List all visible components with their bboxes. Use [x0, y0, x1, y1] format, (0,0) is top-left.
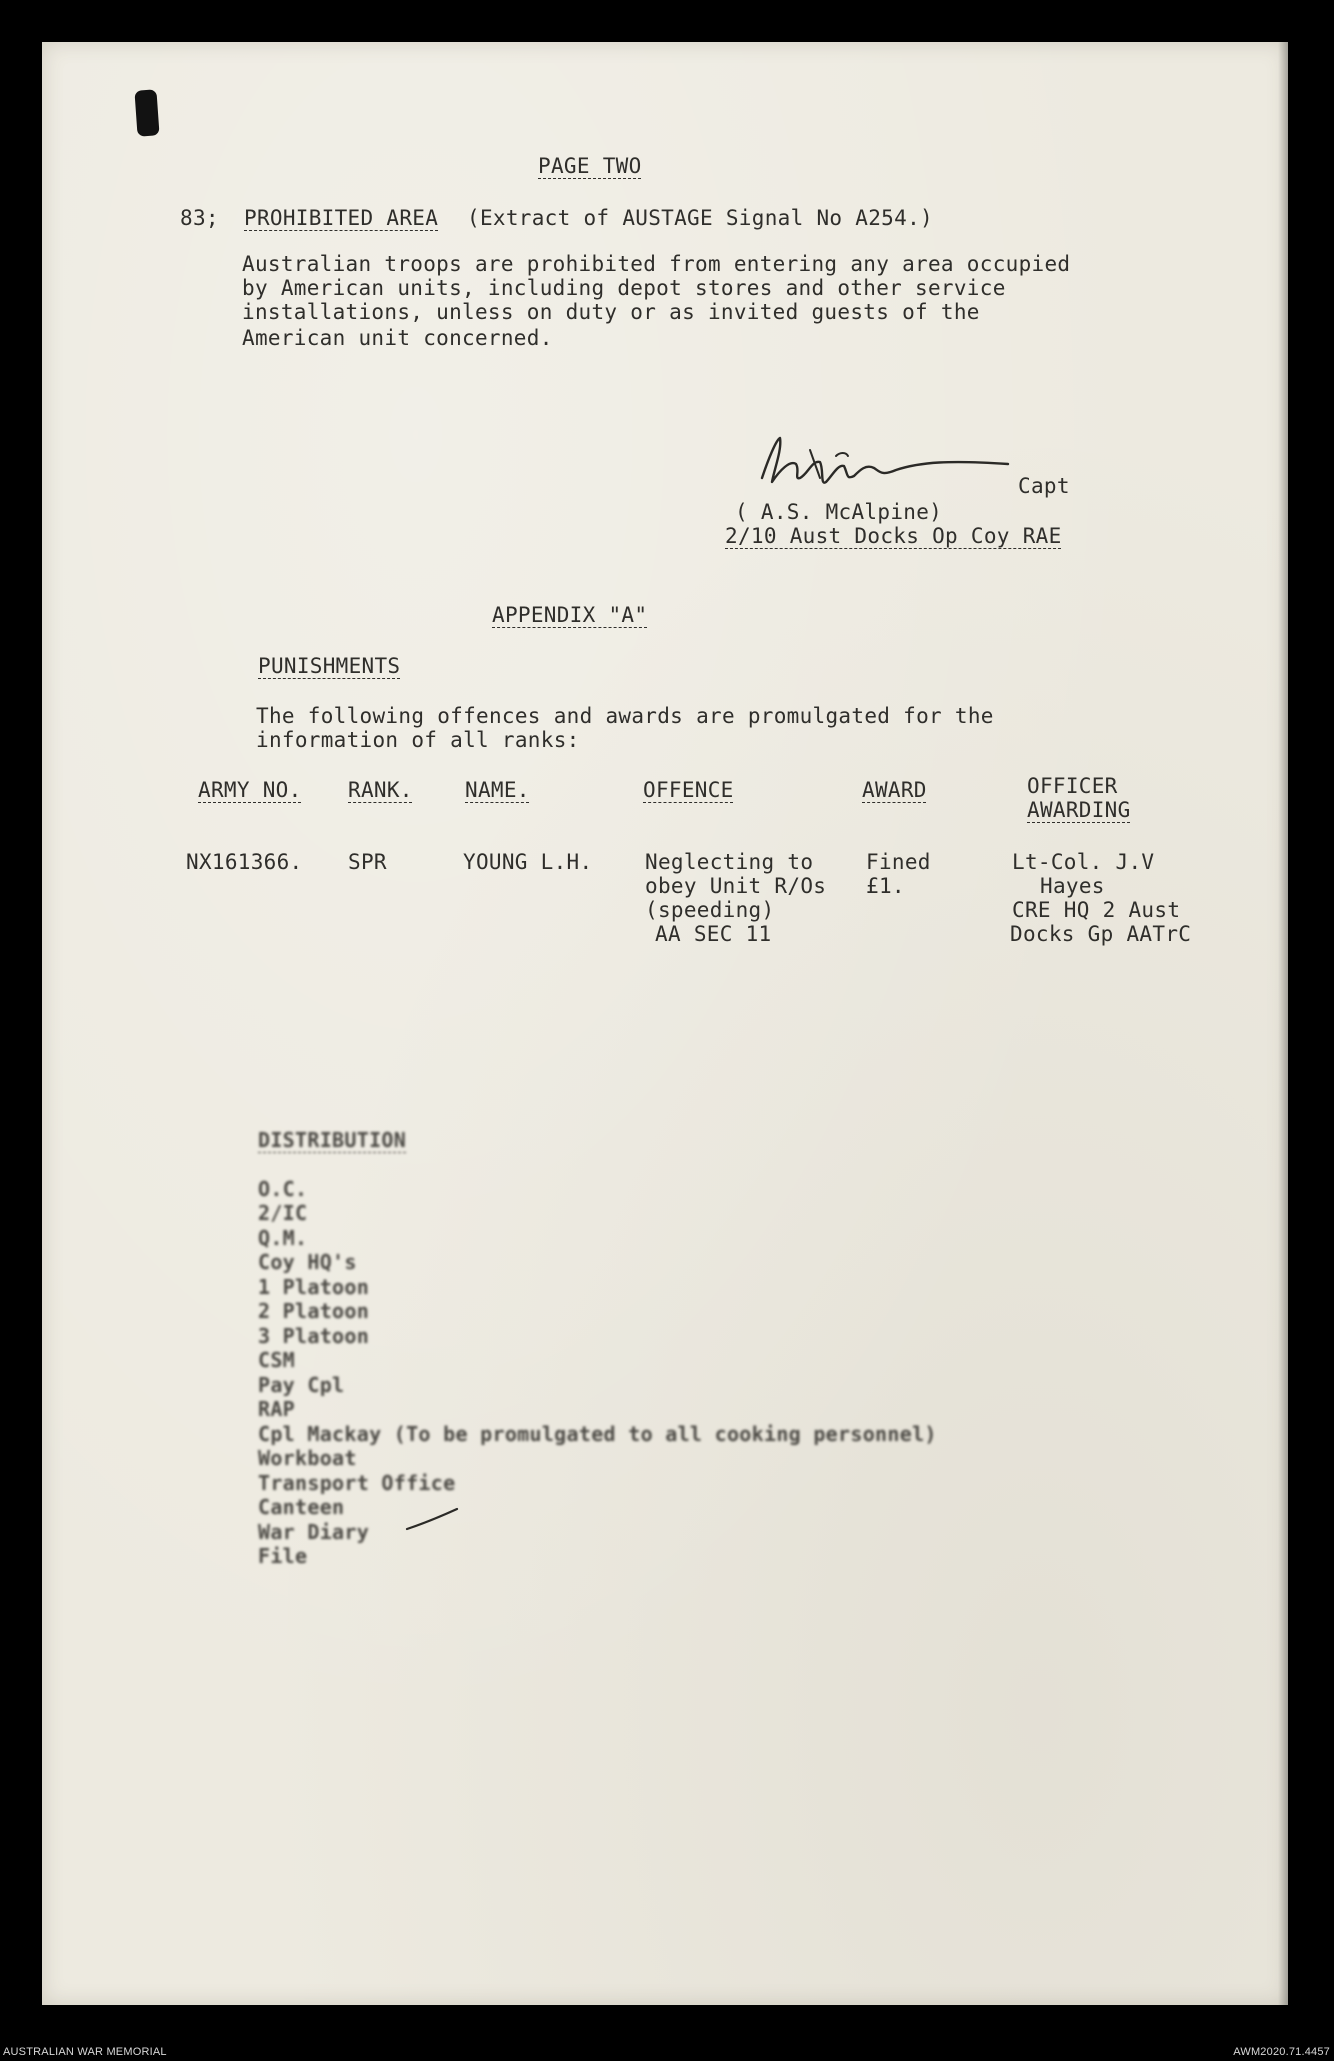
distribution-item: Pay Cpl: [258, 1373, 345, 1397]
distribution-item: Transport Office: [258, 1471, 456, 1495]
appendix-title: APPENDIX "A": [492, 603, 648, 627]
distribution-item: Cpl Mackay (To be promulgated to all cooking personnel): [258, 1422, 937, 1446]
distribution-item: CSM: [258, 1348, 296, 1372]
section-extract: (Extract of AUSTAGE Signal No A254.): [467, 206, 933, 230]
column-header-offence: OFFENCE: [643, 778, 734, 802]
distribution-item: 1 Platoon: [258, 1275, 370, 1299]
distribution-item: 2/IC: [258, 1201, 308, 1225]
row-offence-line: obey Unit R/Os: [645, 874, 827, 898]
row-officer-line: Docks Gp AATrC: [1010, 922, 1192, 946]
section-body-line: Australian troops are prohibited from entering any area occupied: [242, 252, 1071, 276]
distribution-item: War Diary: [258, 1520, 370, 1544]
row-rank: SPR: [348, 850, 387, 874]
punch-hole: [134, 89, 159, 136]
signature-rank: Capt: [1018, 474, 1070, 498]
row-officer-line: Lt-Col. J.V: [1012, 850, 1155, 874]
row-army-no: NX161366.: [186, 850, 303, 874]
page-title: PAGE TWO: [538, 154, 642, 178]
distribution-item: 2 Platoon: [258, 1299, 370, 1323]
row-officer-line: Hayes: [1040, 874, 1105, 898]
row-offence-line: (speeding): [645, 898, 775, 922]
section-heading: PROHIBITED AREA: [244, 206, 439, 230]
distribution-heading: DISTRIBUTION: [258, 1128, 407, 1152]
appendix-intro-line: information of all ranks:: [256, 728, 580, 752]
distribution-item: Canteen: [258, 1495, 345, 1519]
column-header-officer-awarding: AWARDING: [1027, 798, 1131, 822]
distribution-item: O.C.: [258, 1177, 308, 1201]
row-award-line: £1.: [866, 874, 905, 898]
column-header-award: AWARD: [862, 778, 927, 802]
footer-credit: AUSTRALIAN WAR MEMORIAL: [3, 2046, 167, 2058]
row-offence-line: AA SEC 11: [655, 922, 772, 946]
section-body-line: by American units, including depot stores and other service: [242, 276, 1006, 300]
row-offence-line: Neglecting to: [645, 850, 814, 874]
document-page: [42, 42, 1288, 2005]
row-officer-line: CRE HQ 2 Aust: [1012, 898, 1181, 922]
row-name: YOUNG L.H.: [463, 850, 593, 874]
distribution-item: Coy HQ's: [258, 1250, 357, 1274]
column-header-rank: RANK.: [348, 778, 413, 802]
distribution-item: Q.M.: [258, 1226, 308, 1250]
column-header-officer: OFFICER: [1027, 774, 1118, 798]
appendix-intro-line: The following offences and awards are promulgated for the: [256, 704, 994, 728]
section-body-line: American unit concerned.: [242, 326, 553, 350]
distribution-item: File: [258, 1544, 308, 1568]
section-number: 83;: [180, 206, 219, 230]
section-body-line: installations, unless on duty or as invited guests of the: [242, 300, 980, 324]
footer-reference: AWM2020.71.4457: [1233, 2046, 1330, 2058]
column-header-army-no: ARMY NO.: [198, 778, 302, 802]
distribution-item: 3 Platoon: [258, 1324, 370, 1348]
distribution-item: RAP: [258, 1397, 296, 1421]
distribution-item: Workboat: [258, 1446, 357, 1470]
column-header-name: NAME.: [465, 778, 530, 802]
signature-unit: 2/10 Aust Docks Op Coy RAE: [725, 524, 1062, 548]
signature-name: ( A.S. McAlpine): [735, 500, 943, 524]
pen-tick-mark: [405, 1505, 460, 1535]
handwritten-signature: [750, 430, 1030, 500]
appendix-subtitle: PUNISHMENTS: [258, 654, 401, 678]
paper-edge: [1278, 42, 1288, 2005]
row-award-line: Fined: [866, 850, 931, 874]
